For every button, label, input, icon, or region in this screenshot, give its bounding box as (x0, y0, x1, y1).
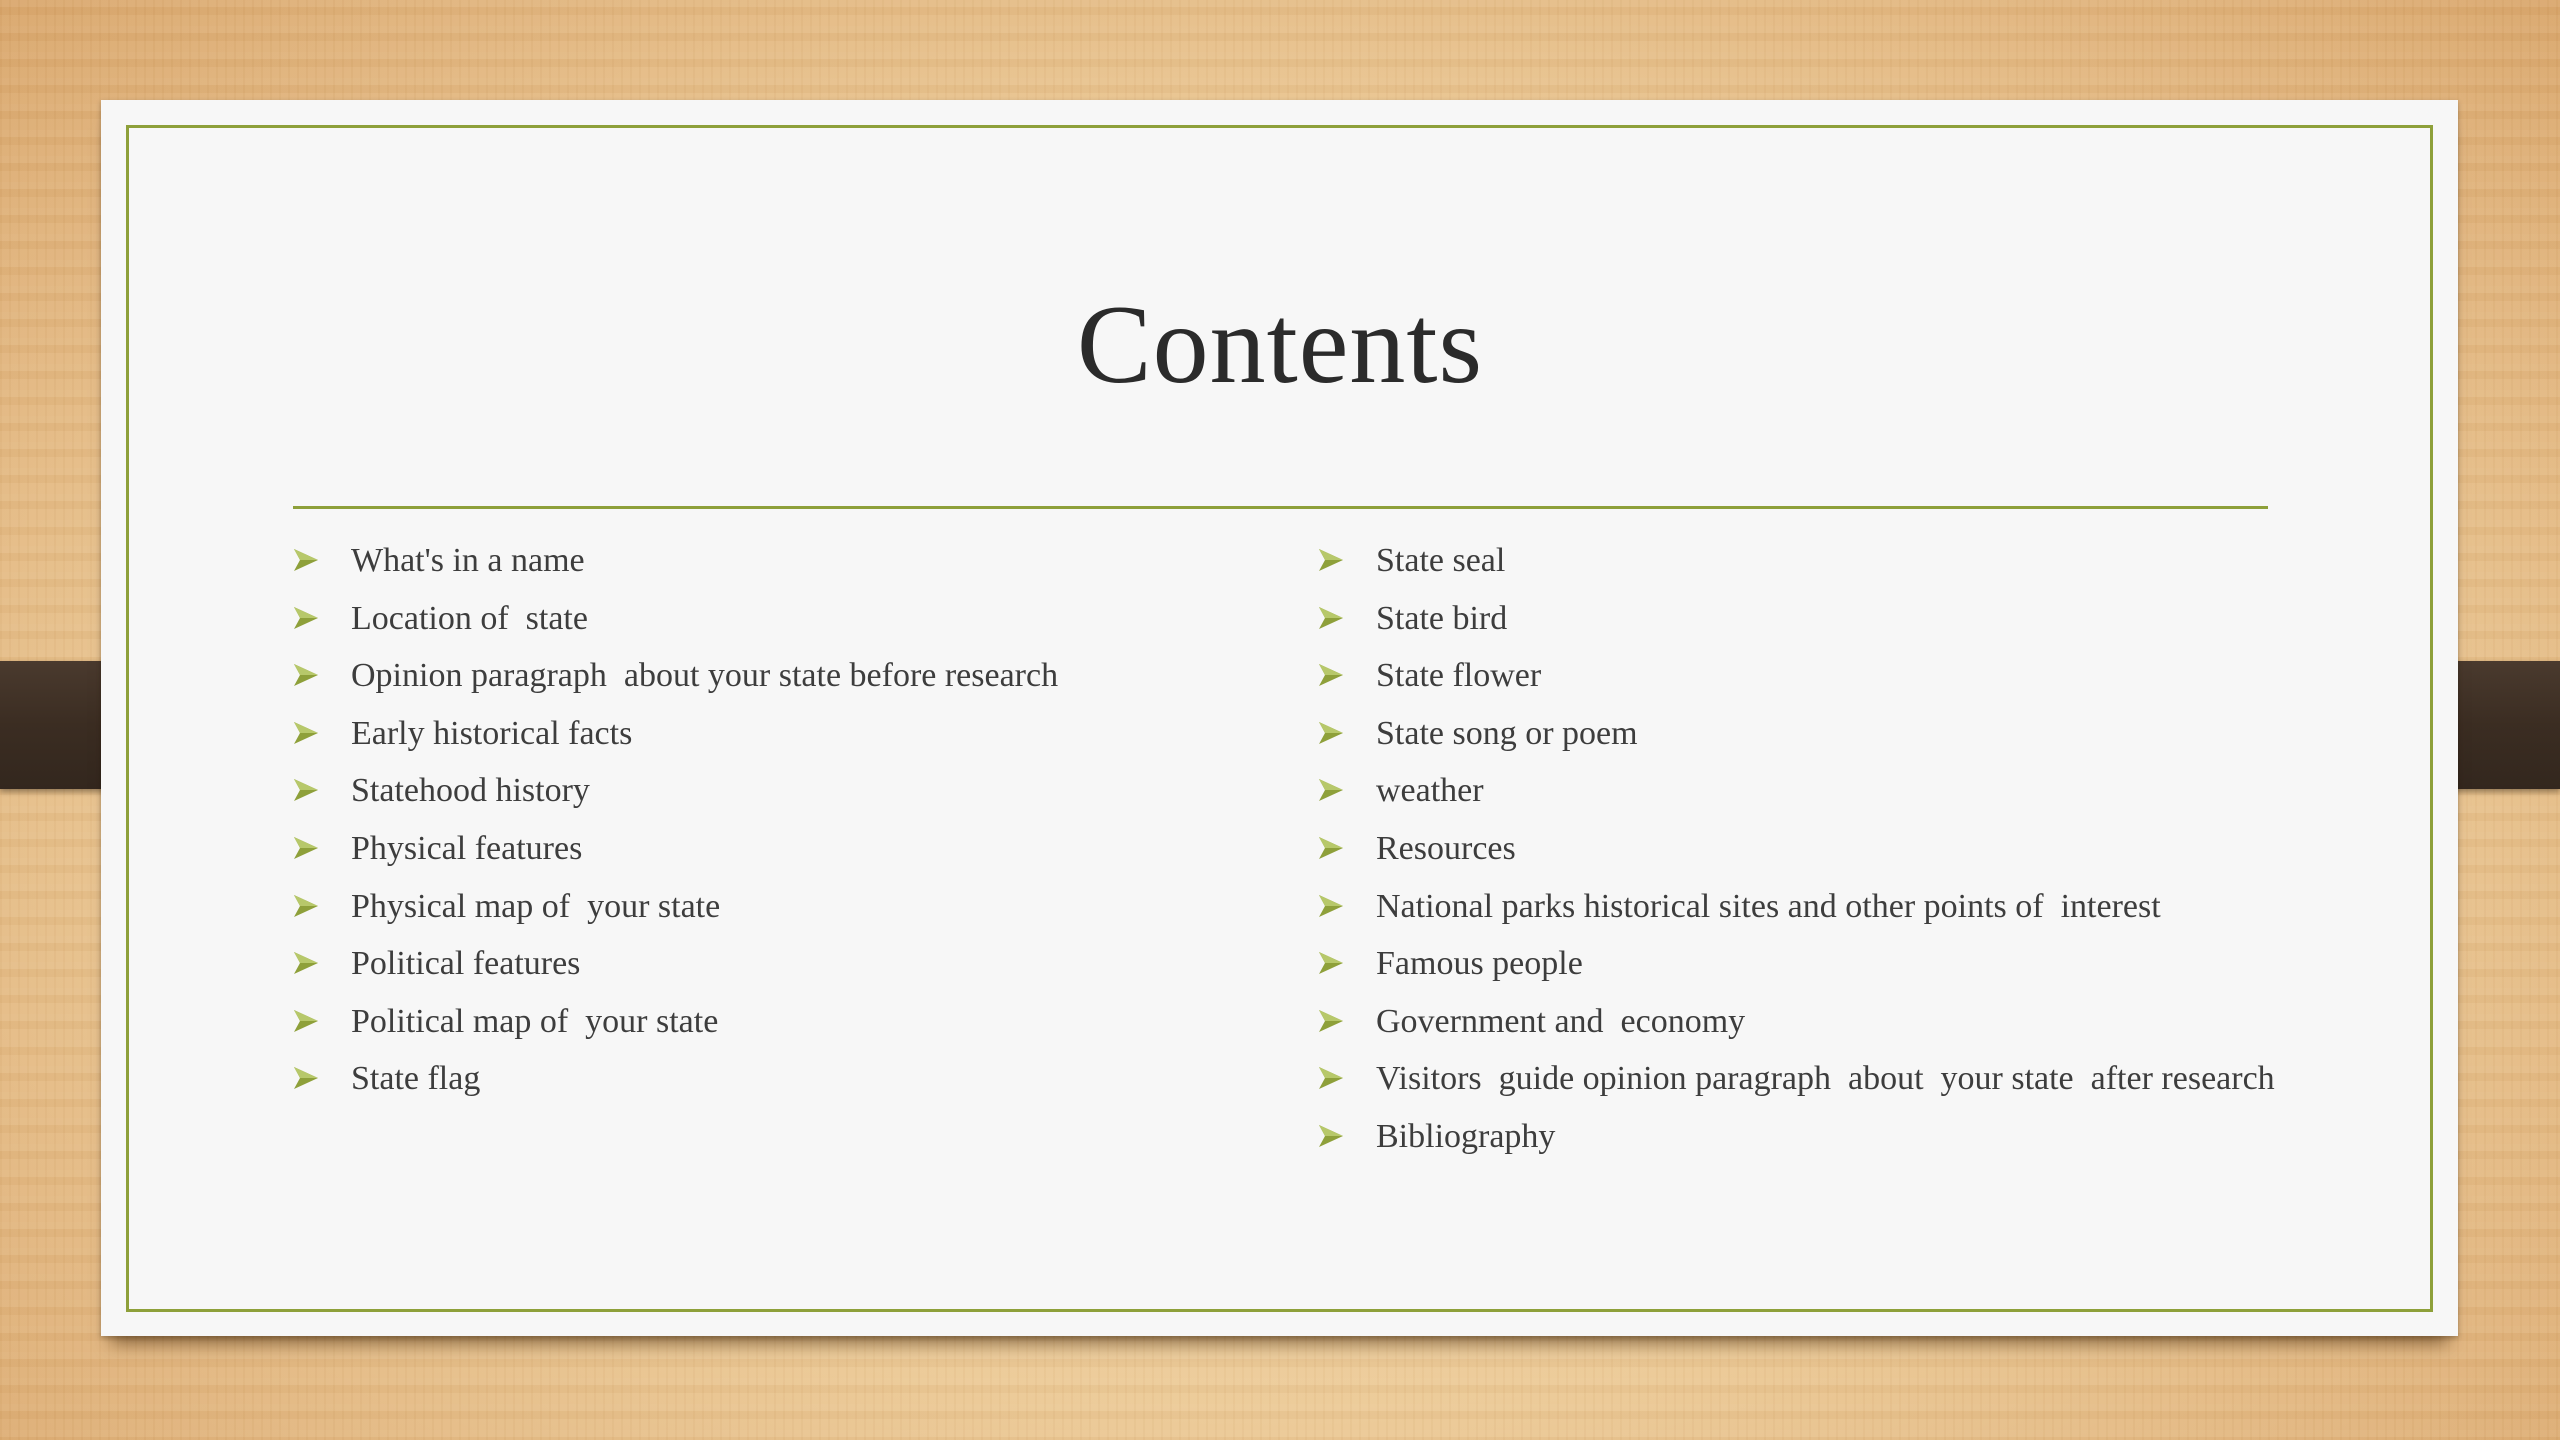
list-item (1318, 879, 2318, 937)
arrowhead-bullet-icon (293, 777, 319, 803)
arrowhead-bullet-icon (1318, 720, 1344, 746)
arrowhead-bullet-icon (293, 662, 319, 688)
arrowhead-bullet-icon (293, 893, 319, 919)
list-item (293, 936, 1293, 994)
list-item (1318, 533, 2318, 591)
arrowhead-bullet-icon (1318, 547, 1344, 573)
arrowhead-bullet-icon (293, 1065, 319, 1091)
list-item (1318, 1109, 2318, 1167)
list-item-label: National parks historical sites and other points of interest (1376, 887, 2161, 925)
list-item-label: Resources (1376, 829, 1516, 867)
list-item (293, 994, 1293, 1052)
arrowhead-bullet-icon (1318, 662, 1344, 688)
list-item-label: State flag (351, 1060, 481, 1098)
arrowhead-bullet-icon (1318, 835, 1344, 861)
arrowhead-bullet-icon (1318, 777, 1344, 803)
list-item-label: What's in a name (351, 542, 585, 579)
list-item (293, 821, 1293, 879)
list-item-label: Physical features (351, 829, 583, 867)
slide-title: Contents (1076, 283, 1484, 407)
list-item (293, 706, 1293, 764)
list-item-label: Political map of your state (351, 1002, 719, 1040)
list-item-label: State bird (1376, 599, 1508, 637)
arrowhead-bullet-icon (1318, 893, 1344, 919)
arrowhead-bullet-icon (293, 1008, 319, 1034)
contents-list-left (293, 533, 1293, 1109)
list-item-label: Political features (351, 945, 581, 983)
list-item-label: weather (1376, 772, 1484, 810)
arrowhead-bullet-icon (293, 605, 319, 631)
list-item (1318, 706, 2318, 764)
list-item (293, 879, 1293, 937)
list-item (1318, 648, 2318, 706)
arrowhead-bullet-icon (293, 950, 319, 976)
list-item (1318, 936, 2318, 994)
list-item (1318, 1051, 2318, 1109)
arrowhead-bullet-icon (1318, 1065, 1344, 1091)
list-item (293, 648, 1293, 706)
list-item-label: State flower (1376, 657, 1542, 695)
list-item (1318, 994, 2318, 1052)
list-item (1318, 821, 2318, 879)
list-item-label: Famous people (1376, 945, 1583, 983)
list-item-label: Visitors guide opinion paragraph about your state after research (1376, 1060, 2275, 1098)
list-item-label: Physical map of your state (351, 887, 721, 925)
arrowhead-bullet-icon (293, 720, 319, 746)
arrowhead-bullet-icon (1318, 950, 1344, 976)
list-item (1318, 591, 2318, 649)
list-item (293, 1051, 1293, 1109)
list-item-label: Bibliography (1376, 1117, 1556, 1155)
list-item-label: Location of state (351, 599, 588, 637)
list-item-label: Government and economy (1376, 1002, 1746, 1040)
arrowhead-bullet-icon (293, 835, 319, 861)
list-item (293, 591, 1293, 649)
arrowhead-bullet-icon (1318, 605, 1344, 631)
contents-list-right (1318, 533, 2318, 1167)
arrowhead-bullet-icon (1318, 1123, 1344, 1149)
arrowhead-bullet-icon (293, 547, 319, 573)
list-item-label: Early historical facts (351, 714, 633, 752)
list-item-label: Statehood history (351, 772, 590, 810)
list-item-label: Opinion paragraph about your state before research (351, 657, 1059, 695)
list-item (293, 533, 1293, 591)
list-item-label: State seal (1376, 542, 1506, 579)
list-item (293, 763, 1293, 821)
arrowhead-bullet-icon (1318, 1008, 1344, 1034)
title-divider (293, 506, 2268, 509)
list-item-label: State song or poem (1376, 714, 1638, 752)
list-item (1318, 763, 2318, 821)
